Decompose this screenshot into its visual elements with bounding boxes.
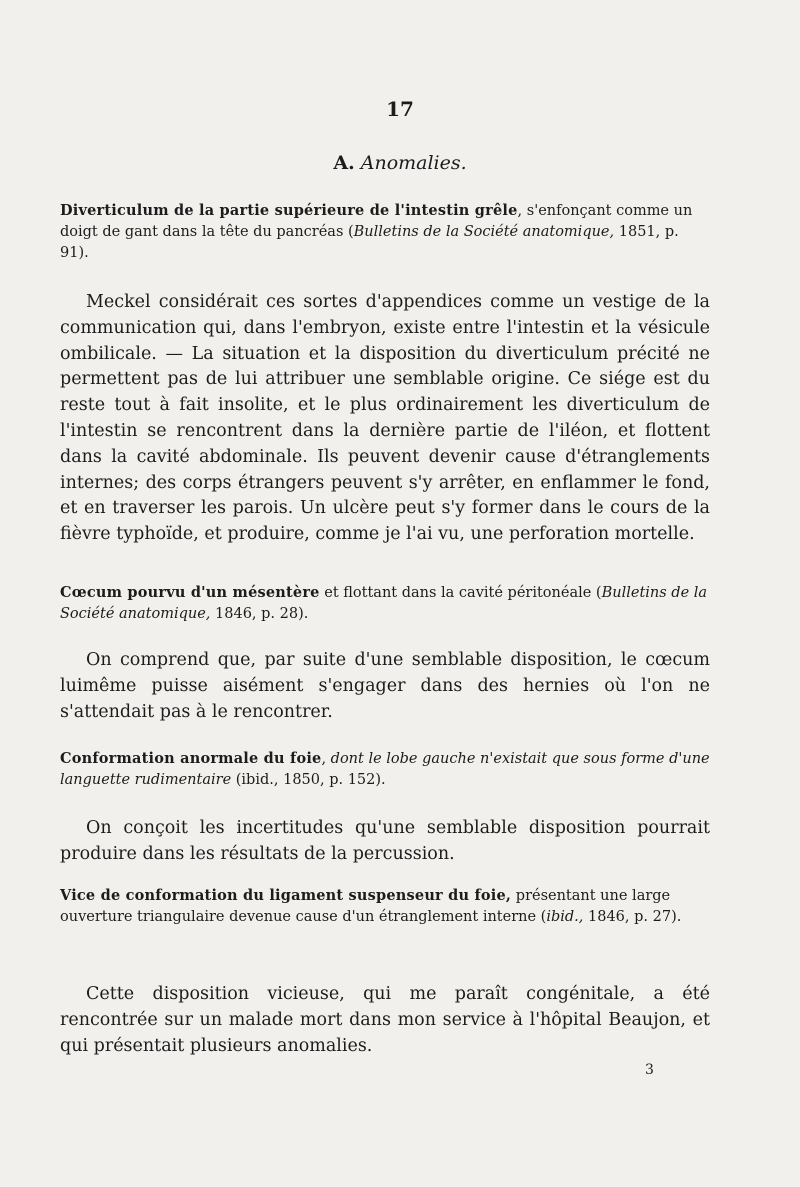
section-lead: A. (333, 152, 355, 174)
paragraph-disposition: Cette disposition vicieuse, qui me paraît congénitale, a été rencontrée sur un malade mort dans mon service à l'hôpital Beaujon, et qui présentait plusieurs anomalies. (60, 984, 710, 1056)
entry-heading: Conformation anormale du foie (60, 750, 322, 767)
entry-diverticulum (60, 200, 710, 264)
entry-heading: Cœcum pourvu d'un mésentère (60, 584, 320, 601)
entry-text: , s'enfonçant comme un doigt de gant dans la tête du pancréas ( (60, 203, 693, 240)
entry-tail: 1851, p. 91). (60, 224, 679, 261)
entry-tail: 1846, p. 28). (210, 606, 309, 622)
entry-foie (60, 748, 710, 791)
entry-citation: Bulletins de la Société anatomique, (353, 224, 615, 240)
signature-mark: 3 (645, 1062, 654, 1078)
entry-citation: dont le lobe gauche n'existait que sous forme d'une languette rudimentaire (60, 751, 710, 788)
paragraph-meckel: Meckel considérait ces sortes d'appendices comme un vestige de la communication qui, dans l'embryon, existe entre l'intestin et la vésicule ombilicale. — La situation et la disposition du diverticulum précité ne permettent pas de lui attribuer une semblable origine. Ce siége est du reste tout à fait insolite, et le plus ordinairement les diverticulum de l'intestin se rencontrent dans la dernière partie de l'iléon, et flottent dans la cavité abdominale. Ils peuvent devenir cause d'étranglements internes; des corps étrangers peuvent s'y arrêter, en enflammer le fond, et en traverser les parois. Un ulcère peut s'y former dans le cours de la fièvre typhoïde, et produire, comme je l'ai vu, une perforation mortelle. (60, 292, 710, 545)
entry-heading: Vice de conformation du ligament suspenseur du foie, (60, 887, 512, 904)
entry-text: et flottant dans la cavité péritonéale ( (319, 585, 602, 601)
entry-text: présentant une large ouverture triangulaire devenue cause d'un étranglement interne ( (60, 888, 671, 925)
paragraph-coecum: On comprend que, par suite d'une semblable disposition, le cœcum luimême puisse aisément s'engager dans des hernies où l'on ne s'attendait pas à le rencontrer. (60, 650, 710, 722)
entry-heading: Diverticulum de la partie supérieure de l'intestin grêle (60, 202, 518, 219)
entry-tail: (ibid., 1850, p. 152). (231, 772, 386, 788)
entry-text: , (321, 751, 331, 767)
entry-tail: 1846, p. 27). (583, 909, 682, 925)
entry-ligament (60, 885, 710, 928)
section-heading (0, 152, 800, 174)
section-title: Anomalies. (360, 152, 467, 174)
entry-coecum (60, 582, 710, 625)
entry-citation: ibid., (546, 909, 584, 925)
page-number: 17 (386, 97, 414, 121)
paragraph-percussion: On conçoit les incertitudes qu'une semblable disposition pourrait produire dans les résultats de la percussion. (60, 818, 710, 864)
entry-citation: Bulletins de la Société anatomique, (60, 585, 708, 622)
